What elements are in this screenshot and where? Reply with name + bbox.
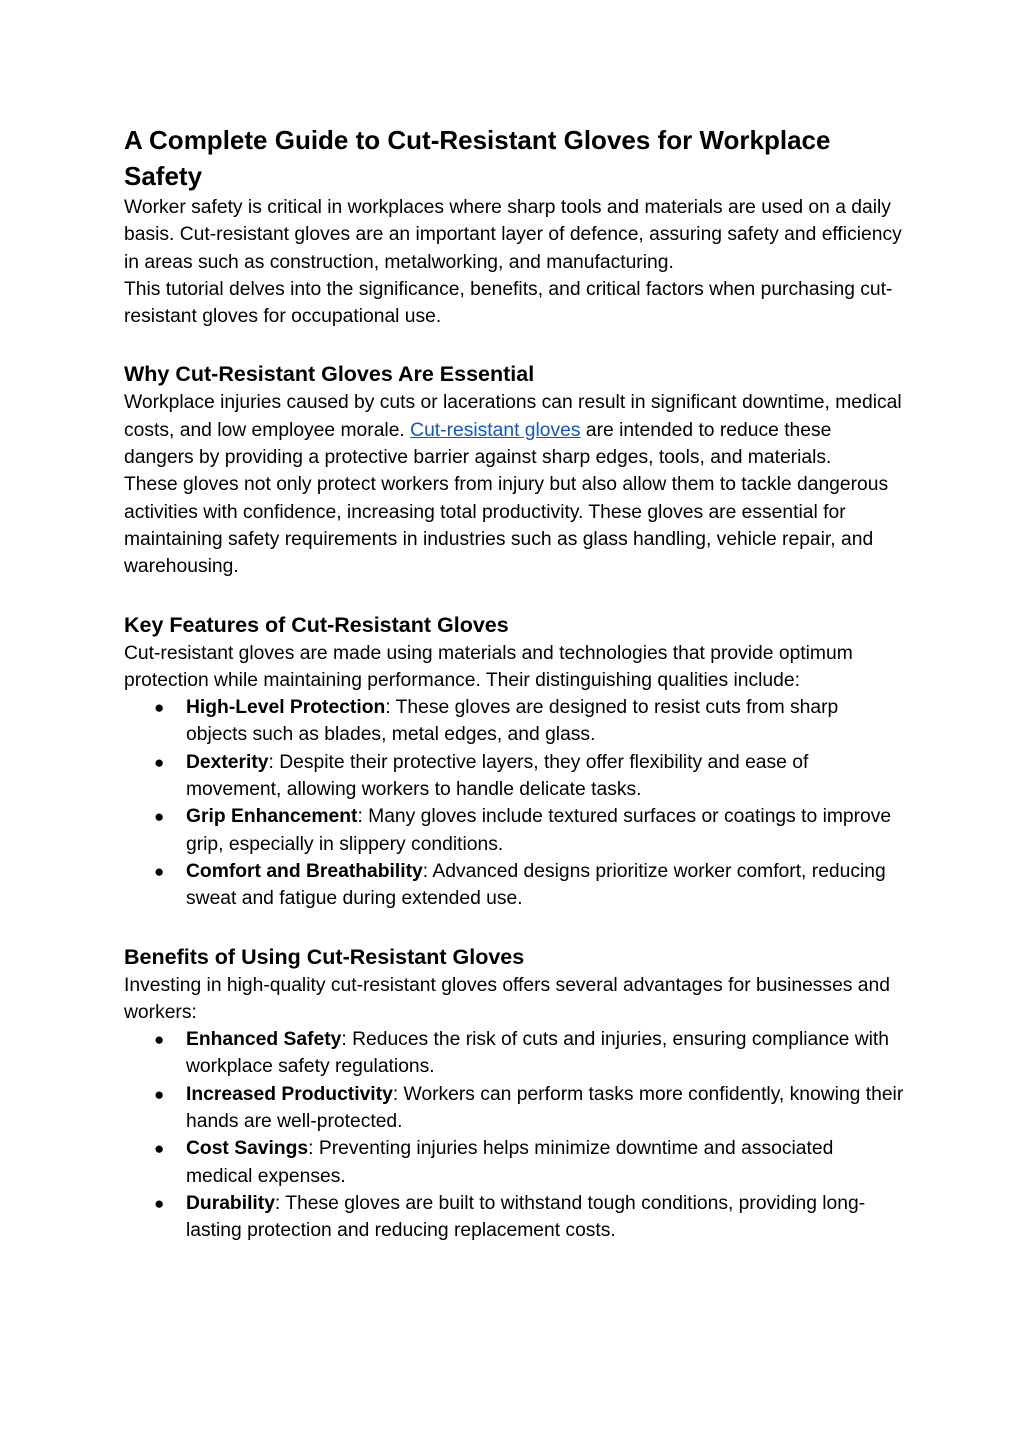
why-text-before-link: Workplace injuries caused by cuts or lacerations can result in significant downtime, medical costs, and low employee morale.: [124, 392, 902, 441]
list-item-term: High-Level Protection: [186, 697, 386, 719]
list-item-text: : Advanced designs prioritize worker comfort, reducing sweat and fatigue during extended use.: [186, 860, 886, 910]
why-text-after-link: are intended to reduce these dangers by providing a protective barrier against sharp edges, tools, and materials.: [124, 419, 832, 469]
list-item-text: : These gloves are designed to resist cuts from sharp objects such as blades, metal edges, and glass.: [186, 697, 839, 746]
list-item: [124, 1135, 904, 1190]
benefits-intro: Investing in high-quality cut-resistant gloves offers several advantages for businesses and workers:: [124, 974, 890, 1023]
list-item-text: : Preventing injuries helps minimize downtime and associated medical expenses.: [186, 1138, 834, 1187]
list-item: [124, 858, 904, 913]
benefits-heading: Benefits of Using Cut-Resistant Gloves: [124, 944, 525, 969]
list-item-text: : Despite their protective layers, they offer flexibility and ease of movement, allowing workers to handle delicate tasks.: [186, 751, 809, 801]
why-section: [124, 359, 904, 580]
bullet-icon: ●: [154, 1193, 165, 1213]
features-section: [124, 610, 904, 913]
list-item-term: Enhanced Safety: [186, 1029, 342, 1051]
list-item: [124, 1026, 904, 1081]
list-item-term: Durability: [186, 1192, 275, 1214]
bullet-icon: ●: [154, 752, 165, 772]
list-item-text: : Workers can perform tasks more confidently, knowing their hands are well-protected.: [186, 1083, 904, 1133]
features-intro: Cut-resistant gloves are made using materials and technologies that provide optimum protection while maintaining performance. Their distinguishing qualities include:: [124, 642, 853, 691]
why-paragraph-2: These gloves not only protect workers from injury but also allow them to tackle dangerous activities with confidence, increasing total productivity. These gloves are essential for maintaining safety requirements in industries such as glass handling, vehicle repair, and warehousing.: [124, 474, 889, 578]
list-item: [124, 1190, 904, 1245]
list-item-term: Dexterity: [186, 751, 269, 773]
list-item-term: Cost Savings: [186, 1138, 309, 1160]
bullet-icon: ●: [154, 698, 165, 718]
cut-resistant-gloves-link[interactable]: Cut-resistant gloves: [410, 419, 581, 441]
benefits-list: [124, 1026, 904, 1244]
bullet-icon: ●: [154, 1139, 165, 1159]
why-paragraph-1: [124, 389, 904, 471]
document-page: [124, 122, 904, 1245]
features-list: [124, 694, 904, 912]
bullet-icon: ●: [154, 807, 165, 827]
intro-paragraph-2: This tutorial delves into the significance, benefits, and critical factors when purchasing cut-resistant gloves for occupational use.: [124, 278, 893, 328]
benefits-section: [124, 942, 904, 1245]
why-heading: Why Cut-Resistant Gloves Are Essential: [124, 362, 535, 387]
list-item-term: Increased Productivity: [186, 1083, 393, 1105]
list-item-text: : These gloves are built to withstand tough conditions, providing long-lasting protection and reducing replacement costs.: [186, 1192, 866, 1242]
list-item-text: : Reduces the risk of cuts and injuries, ensuring compliance with workplace safety regulations.: [186, 1029, 890, 1078]
intro-paragraph-1: Worker safety is critical in workplaces where sharp tools and materials are used on a daily basis. Cut-resistant gloves are an important layer of defence, assuring safety and efficiency in areas such as construction, metalworking, and manufacturing.: [124, 197, 902, 273]
bullet-icon: ●: [154, 861, 165, 881]
list-item: [124, 1081, 904, 1136]
features-heading: Key Features of Cut-Resistant Gloves: [124, 612, 509, 637]
list-item-term: Comfort and Breathability: [186, 860, 423, 882]
bullet-icon: ●: [154, 1030, 165, 1050]
list-item-text: : Many gloves include textured surfaces or coatings to improve grip, especially in slippery conditions.: [186, 806, 892, 855]
bullet-icon: ●: [154, 1084, 165, 1104]
list-item: [124, 803, 904, 858]
list-item: [124, 694, 904, 749]
list-item-term: Grip Enhancement: [186, 806, 358, 828]
page-title: A Complete Guide to Cut-Resistant Gloves for Workplace Safety: [124, 125, 831, 191]
list-item: [124, 749, 904, 804]
